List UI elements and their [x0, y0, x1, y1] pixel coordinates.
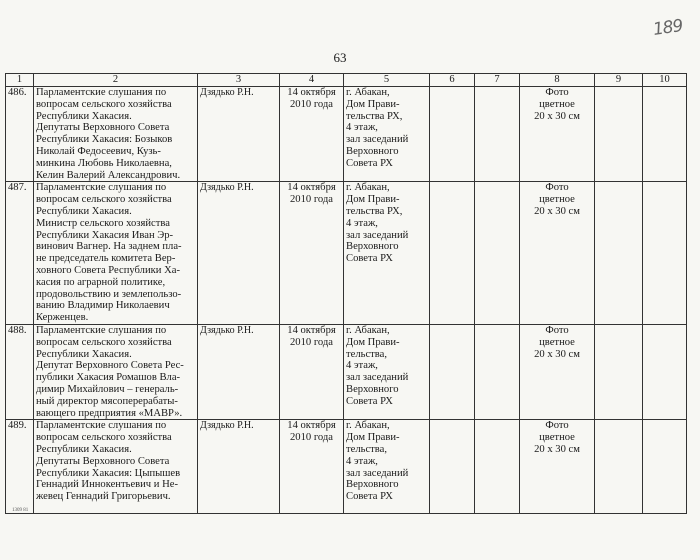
place-line: Совета РХ: [346, 395, 393, 407]
column-header: 4: [280, 74, 344, 87]
empty-cell-col7: [475, 87, 520, 182]
description-line: димир Михайлович – генераль-: [36, 383, 179, 395]
place-line: 4 этаж,: [346, 122, 378, 134]
place-line: Дом Прави-: [346, 98, 400, 110]
description-line: Парламентские слушания по: [36, 420, 167, 432]
catalog-table: [5, 73, 687, 514]
place-line: Совета РХ: [346, 491, 393, 503]
photo-format-line: Фото: [545, 324, 569, 336]
record-number-cell: 489.: [6, 420, 34, 514]
place-line: зал заседаний: [346, 372, 409, 384]
place-line: г. Абакан,: [346, 87, 390, 98]
description-line: Парламентские слушания по: [36, 324, 167, 336]
place-line: Верховного: [346, 145, 399, 157]
description-line: вопросам сельского хозяйства: [36, 336, 172, 348]
date-line: 2010 года: [289, 432, 333, 444]
column-header: 10: [643, 74, 687, 87]
description-line: Депутаты Верховного Совета: [36, 455, 170, 467]
description-line: Республики Хакасия.: [36, 443, 132, 455]
place-line: г. Абакан,: [346, 324, 390, 336]
place-line: тельства,: [346, 348, 387, 360]
table-row: [6, 324, 687, 419]
place-line: зал заседаний: [346, 134, 409, 146]
place-cell: [344, 420, 430, 514]
empty-cell-col9: [595, 87, 643, 182]
empty-cell-col9: [595, 182, 643, 325]
photo-format-line: 20 х 30 см: [534, 110, 580, 122]
empty-cell-col6: [430, 420, 475, 514]
description-line: Республики Хакасия: Цыпышев: [36, 467, 181, 479]
description-line: Республики Хакасия Иван Эр-: [36, 229, 174, 241]
description-line: касия по аграрной политике,: [36, 276, 166, 288]
photo-format-cell: [520, 420, 595, 514]
author-cell: Дзядько Р.Н.: [198, 182, 280, 325]
empty-cell-col6: [430, 87, 475, 182]
column-header: 8: [520, 74, 595, 87]
date-line: 2010 года: [289, 194, 333, 206]
description-line: Республики Хакасия: Бозыков: [36, 134, 173, 146]
empty-cell-col10: [643, 324, 687, 419]
place-line: 4 этаж,: [346, 360, 378, 372]
place-line: Дом Прави-: [346, 432, 400, 444]
author-cell: Дзядько Р.Н.: [198, 420, 280, 514]
empty-cell-col9: [595, 420, 643, 514]
footer-mark: 1309 81: [12, 508, 29, 513]
description-line: ванию Владимир Николаевич: [36, 300, 170, 312]
description-line: Республики Хакасия.: [36, 348, 132, 360]
description-line: Депутаты Верховного Совета: [36, 122, 170, 134]
date-line: 14 октября: [287, 324, 336, 336]
table-row: [6, 420, 687, 514]
photo-format-line: Фото: [545, 420, 569, 432]
column-header: 2: [34, 74, 198, 87]
description-line: Геннадий Иннокентьевич и Не-: [36, 479, 178, 491]
table-row: [6, 87, 687, 182]
description-line: публики Хакасия Ромашов Вла-: [36, 372, 181, 384]
place-line: зал заседаний: [346, 467, 409, 479]
description-line: вопросам сельского хозяйства: [36, 98, 172, 110]
empty-cell-col10: [643, 182, 687, 325]
empty-cell-col6: [430, 324, 475, 419]
place-line: Верховного: [346, 241, 399, 253]
column-header: 9: [595, 74, 643, 87]
description-line: ный директор мясоперерабаты-: [36, 395, 178, 407]
description-line: жевец Геннадий Григорьевич.: [36, 491, 171, 503]
place-line: г. Абакан,: [346, 182, 390, 194]
empty-cell-col10: [643, 420, 687, 514]
description-line: Керженцев.: [36, 312, 89, 324]
description-cell: [34, 87, 198, 182]
description-cell: [34, 324, 198, 419]
photo-format-line: 20 х 30 см: [534, 348, 580, 360]
place-line: 4 этаж,: [346, 217, 378, 229]
description-line: продовольствию и землепользо-: [36, 288, 182, 300]
description-line: минкина Любовь Николаевна,: [36, 157, 172, 169]
empty-cell-col6: [430, 182, 475, 325]
place-line: Верховного: [346, 383, 399, 395]
date-line: 14 октября: [287, 420, 336, 432]
column-header: 3: [198, 74, 280, 87]
photo-format-line: Фото: [545, 182, 569, 194]
photo-format-line: Фото: [545, 87, 569, 98]
place-line: Дом Прави-: [346, 336, 400, 348]
date-line: 2010 года: [289, 98, 333, 110]
column-header: 5: [344, 74, 430, 87]
description-line: Республики Хакасия.: [36, 110, 132, 122]
photo-format-cell: [520, 182, 595, 325]
record-number-cell: 487.: [6, 182, 34, 325]
description-line: вопросам сельского хозяйства: [36, 194, 172, 206]
place-line: тельства,: [346, 443, 387, 455]
photo-format-line: цветное: [539, 194, 575, 206]
description-line: вающего предприятия «МАВР».: [36, 407, 183, 419]
author-cell: Дзядько Р.Н.: [198, 324, 280, 419]
description-line: Министр сельского хозяйства: [36, 217, 170, 229]
empty-cell-col9: [595, 324, 643, 419]
photo-format-cell: [520, 87, 595, 182]
place-line: г. Абакан,: [346, 420, 390, 432]
empty-cell-col7: [475, 420, 520, 514]
empty-cell-col7: [475, 182, 520, 325]
photo-format-line: цветное: [539, 336, 575, 348]
date-line: 14 октября: [287, 182, 336, 194]
place-line: Совета РХ: [346, 253, 393, 265]
place-line: зал заседаний: [346, 229, 409, 241]
column-header: 1: [6, 74, 34, 87]
column-header: 6: [430, 74, 475, 87]
description-line: Николай Федосеевич, Кузь-: [36, 145, 161, 157]
column-number-header-row: [6, 74, 687, 87]
description-line: Парламентские слушания по: [36, 87, 167, 98]
page-number: 63: [333, 50, 347, 65]
photo-format-line: 20 х 30 см: [534, 443, 580, 455]
description-line: не председатель комитета Вер-: [36, 253, 176, 265]
place-line: 4 этаж,: [346, 455, 378, 467]
photo-format-line: цветное: [539, 432, 575, 444]
archive-stamp-number: 189: [651, 16, 684, 40]
date-line: 14 октября: [287, 87, 336, 98]
author-cell: Дзядько Р.Н.: [198, 87, 280, 182]
description-cell: [34, 420, 198, 514]
description-line: Республики Хакасия.: [36, 205, 132, 217]
description-line: Депутат Верховного Совета Рес-: [36, 360, 184, 372]
column-header: 7: [475, 74, 520, 87]
description-line: Парламентские слушания по: [36, 182, 167, 194]
description-cell: [34, 182, 198, 325]
photo-format-line: 20 х 30 см: [534, 205, 580, 217]
place-line: Совета РХ: [346, 157, 393, 169]
place-line: Дом Прави-: [346, 194, 400, 206]
place-line: Верховного: [346, 479, 399, 491]
date-cell: [280, 182, 344, 325]
description-line: Келин Валерий Александрович.: [36, 169, 181, 181]
place-cell: [344, 182, 430, 325]
place-line: тельства РХ,: [346, 205, 403, 217]
description-line: винович Вагнер. На заднем пла-: [36, 241, 182, 253]
table-row: [6, 182, 687, 325]
empty-cell-col7: [475, 324, 520, 419]
photo-format-line: цветное: [539, 98, 575, 110]
record-number-cell: 488.: [6, 324, 34, 419]
description-line: вопросам сельского хозяйства: [36, 432, 172, 444]
place-cell: [344, 324, 430, 419]
date-line: 2010 года: [289, 336, 333, 348]
date-cell: [280, 420, 344, 514]
record-number-cell: 486.: [6, 87, 34, 182]
place-cell: [344, 87, 430, 182]
date-cell: [280, 87, 344, 182]
place-line: тельства РХ,: [346, 110, 403, 122]
date-cell: [280, 324, 344, 419]
description-line: ховного Совета Республики Ха-: [36, 264, 180, 276]
photo-format-cell: [520, 324, 595, 419]
empty-cell-col10: [643, 87, 687, 182]
